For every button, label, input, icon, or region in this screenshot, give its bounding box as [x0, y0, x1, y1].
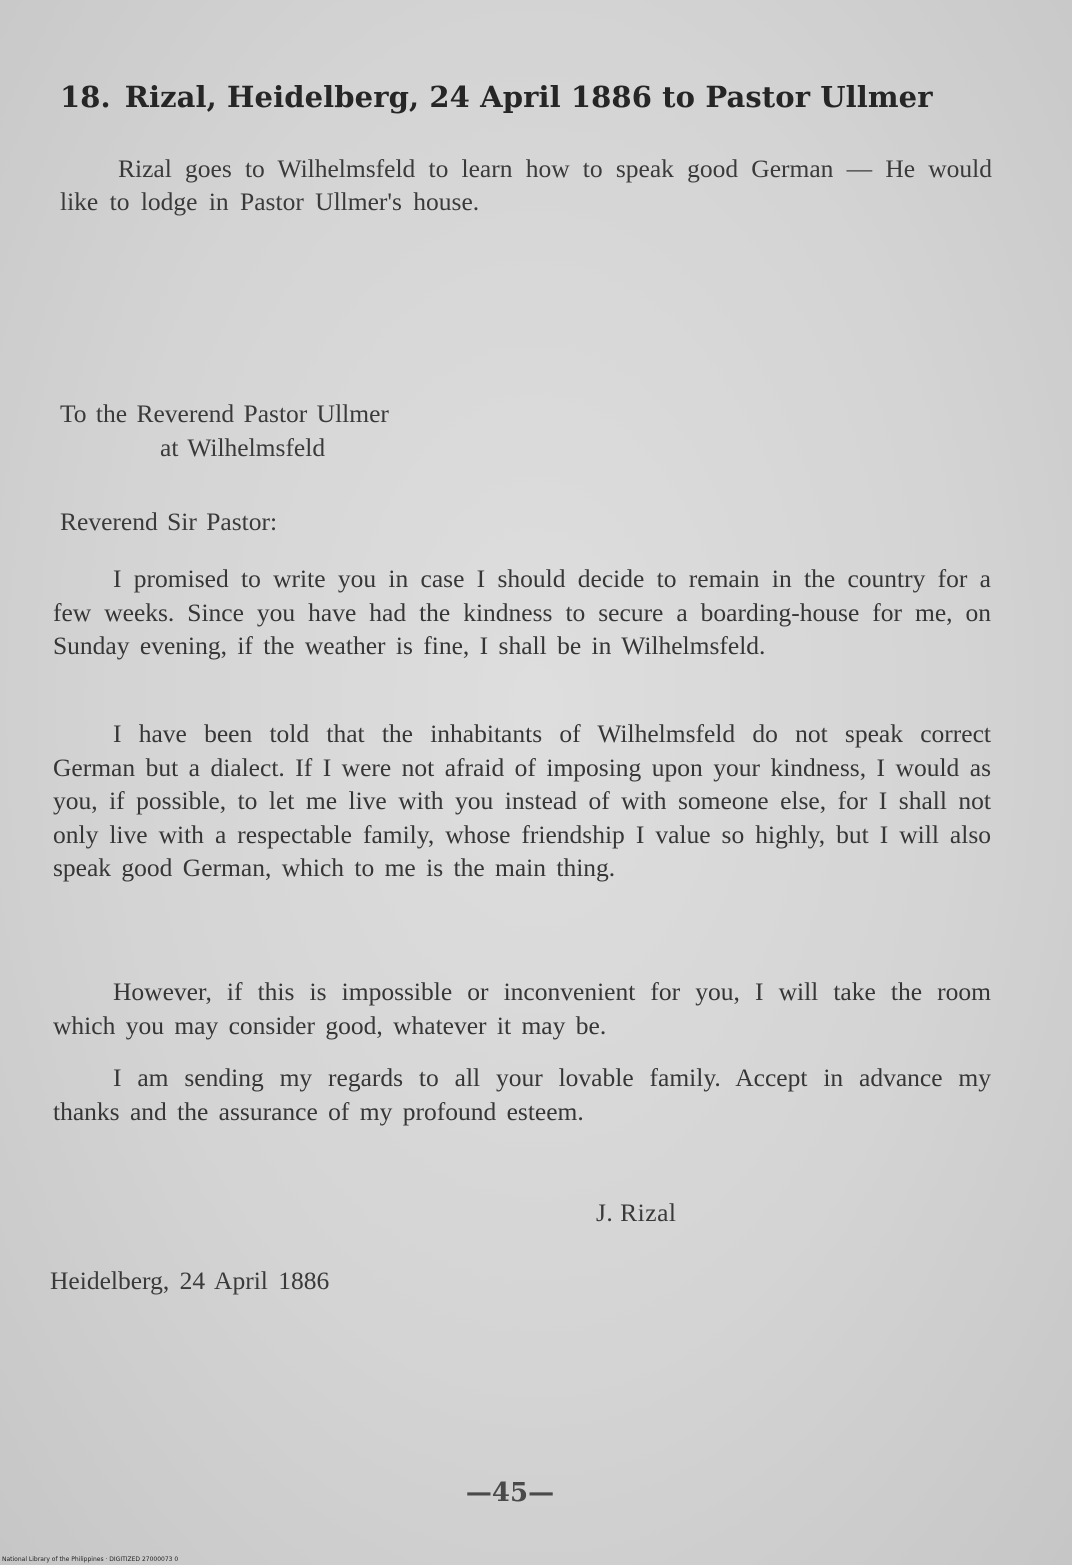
letter-title: Rizal, Heidelberg, 24 April 1886 to Pastor Ullmer: [124, 80, 933, 114]
letter-heading: [60, 80, 1000, 114]
page-number: —45—: [465, 1478, 555, 1508]
body-paragraph-1: I promised to write you in case I should decide to remain in the country for a few weeks. Since you have had the kindness to secure a boarding-house for me, on Sunday evening, if the weather is fine, I shall be in Wilhelmsfeld.: [53, 564, 991, 660]
body-paragraph-3: However, if this is impossible or inconvenient for you, I will take the room which you may consider good, whatever it may be.: [53, 977, 991, 1040]
scan-credit: National Library of the Philippines · DIGITIZED 27000073 0: [2, 1556, 179, 1563]
body-paragraph-4: I am sending my regards to all your lovable family. Accept in advance my thanks and the assurance of my profound esteem.: [53, 1063, 991, 1126]
letter-number: 18.: [60, 80, 111, 114]
addressee-line-2: at Wilhelmsfeld: [160, 433, 326, 462]
signature: J. Rizal: [596, 1198, 677, 1227]
addressee-block: [60, 397, 389, 465]
addressee-line-1: To the Reverend Pastor Ullmer: [60, 399, 389, 428]
body-paragraph-2: I have been told that the inhabitants of Wilhelmsfeld do not speak correct German but a dialect. If I were not afraid of imposing upon your kindness, I would as you, if possible, to let me live with you instead of with someone else, for I shall not only live with a respectable family, whose friendship I value so highly, but I will also speak good German, which to me is the main thing.: [53, 719, 991, 882]
salutation: Reverend Sir Pastor:: [60, 507, 278, 536]
letter-summary: Rizal goes to Wilhelmsfeld to learn how to speak good German — He would like to lodge in Pastor Ullmer's house.: [60, 154, 992, 216]
place-date: Heidelberg, 24 April 1886: [50, 1266, 330, 1295]
